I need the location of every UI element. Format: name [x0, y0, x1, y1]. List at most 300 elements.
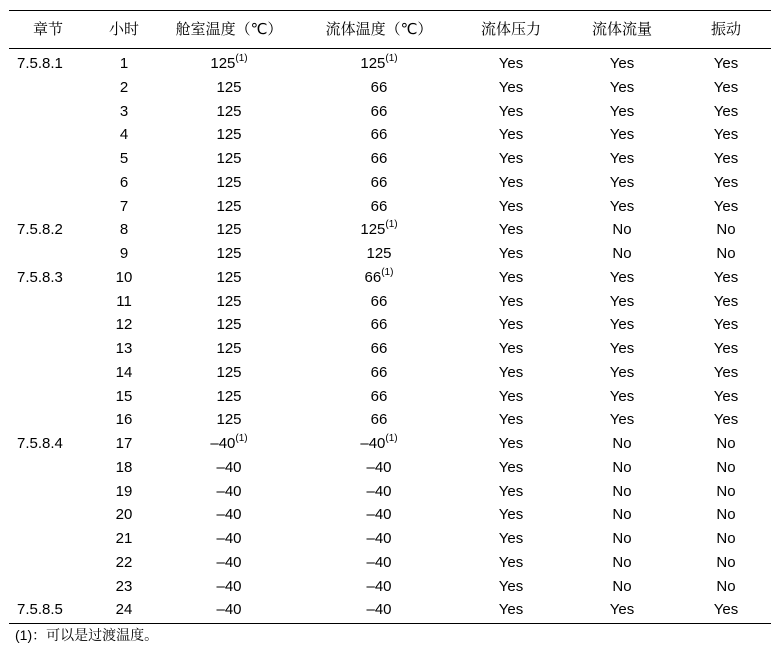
cell-fluid-flow-value: Yes: [609, 340, 635, 357]
cell-hour-value: 3: [119, 102, 129, 120]
cell-fluid-pressure: [499, 174, 523, 192]
cell-vibration-value: Yes: [713, 102, 739, 120]
cell-hour: [120, 221, 128, 239]
cell-vibration: [714, 126, 738, 144]
cell-vibration: [714, 340, 738, 358]
cell-cabin-temp: [216, 198, 241, 216]
cell-cabin-temp-value: 125: [216, 316, 242, 334]
cell-fluid-pressure-value: Yes: [498, 221, 524, 239]
cell-vibration-value: Yes: [713, 292, 739, 310]
cell-fluid-flow-value: No: [612, 435, 632, 452]
cell-hour: [120, 126, 128, 144]
cell-fluid-pressure: [499, 55, 523, 73]
cell-fluid-flow-value: No: [612, 221, 632, 239]
cell-fluid-temp-value: 66: [370, 411, 388, 429]
cell-vibration: [714, 316, 738, 334]
cell-fluid-flow-value: No: [612, 553, 632, 571]
cell-vibration-value: No: [716, 482, 736, 500]
cell-fluid-flow: [610, 601, 634, 619]
cell-cabin-temp: [216, 150, 241, 168]
cell-hour-value: 12: [115, 316, 133, 334]
cell-fluid-flow-value: No: [612, 577, 632, 595]
cell-section-value: 7.5.8.3: [17, 268, 63, 286]
cell-cabin-temp-value: 125: [216, 411, 242, 429]
cell-hour: [120, 245, 128, 263]
cell-fluid-temp: [366, 554, 391, 572]
cell-fluid-flow-value: No: [612, 506, 632, 524]
cell-fluid-flow-value: Yes: [609, 292, 635, 310]
cell-cabin-temp-value: –40: [216, 577, 242, 595]
cell-hour: [116, 316, 133, 334]
cell-fluid-flow: [610, 364, 634, 382]
cell-hour-value: 4: [119, 126, 129, 144]
header-fluid-temp: 流体温度（℃）: [325, 21, 433, 38]
cell-cabin-temp-value: 125: [210, 55, 236, 72]
cell-vibration-value: Yes: [713, 316, 739, 334]
cell-fluid-flow-value: No: [612, 245, 632, 262]
cell-hour: [116, 293, 132, 311]
cell-cabin-temp-value: –40: [216, 601, 242, 619]
header-fluid-pressure: 流体压力: [480, 21, 542, 38]
cell-hour: [116, 364, 133, 382]
cell-fluid-pressure: [499, 103, 523, 121]
cell-fluid-temp-value: –40: [366, 577, 392, 595]
cell-fluid-flow: [612, 459, 631, 477]
cell-fluid-temp-value: 125: [360, 55, 386, 72]
cell-hour-value: 5: [119, 150, 129, 167]
cell-fluid-temp-value: 125: [366, 245, 392, 262]
cell-fluid-temp: [366, 459, 391, 477]
cell-fluid-temp: [366, 483, 391, 501]
cell-fluid-pressure: [499, 340, 523, 358]
cell-fluid-pressure-value: Yes: [498, 387, 524, 405]
cell-hour-value: 9: [119, 245, 129, 262]
cell-cabin-temp: [216, 364, 241, 382]
cell-fluid-pressure: [499, 459, 523, 477]
cell-section: [17, 269, 63, 287]
cell-fluid-temp-value: 66: [370, 292, 388, 310]
cell-vibration: [714, 411, 738, 429]
cell-cabin-temp: [216, 316, 241, 334]
cell-fluid-pressure: [499, 601, 523, 619]
cell-vibration: [716, 435, 735, 453]
cell-fluid-flow: [610, 269, 634, 287]
cell-fluid-flow: [610, 411, 634, 429]
cell-vibration-value: Yes: [713, 150, 739, 167]
cell-cabin-temp: [216, 126, 241, 144]
cell-fluid-flow: [610, 126, 634, 144]
cell-fluid-pressure-value: Yes: [498, 482, 524, 500]
cell-vibration-value: Yes: [713, 601, 739, 619]
cell-hour: [116, 483, 133, 501]
cell-vibration-value: Yes: [713, 197, 739, 215]
cell-vibration: [716, 221, 735, 239]
cell-fluid-flow: [610, 55, 634, 73]
cell-fluid-pressure-value: Yes: [498, 458, 524, 476]
cell-cabin-temp: [216, 269, 241, 287]
cell-fluid-flow-value: Yes: [609, 601, 635, 619]
cell-section-value: 7.5.8.1: [17, 55, 63, 72]
cell-vibration: [714, 198, 738, 216]
cell-fluid-pressure: [499, 293, 523, 311]
cell-fluid-flow: [612, 530, 631, 548]
cell-cabin-temp-value: 125: [216, 245, 242, 262]
cell-fluid-temp-value: 66: [370, 102, 388, 120]
cell-vibration-value: Yes: [713, 411, 739, 429]
cell-cabin-temp: [216, 221, 241, 239]
cell-section-value: 7.5.8.5: [17, 601, 63, 619]
cell-hour: [120, 198, 128, 216]
cell-fluid-temp-value: 66: [370, 387, 388, 405]
cell-fluid-pressure: [499, 388, 523, 406]
cell-hour: [116, 459, 133, 477]
cell-fluid-flow: [610, 103, 634, 121]
cell-fluid-temp-value: –40: [366, 553, 392, 571]
footnote-marker: (1): [385, 53, 398, 64]
cell-hour: [116, 601, 133, 619]
cell-fluid-pressure-value: Yes: [498, 78, 524, 96]
cell-vibration-value: Yes: [713, 387, 739, 405]
cell-vibration: [714, 174, 738, 192]
cell-vibration-value: No: [716, 435, 736, 452]
cell-fluid-pressure: [499, 316, 523, 334]
cell-fluid-pressure-value: Yes: [498, 363, 524, 381]
cell-fluid-flow-value: Yes: [609, 363, 635, 381]
cell-hour-value: 18: [115, 458, 133, 476]
cell-cabin-temp: [216, 411, 241, 429]
cell-cabin-temp: [216, 530, 241, 548]
cell-vibration-value: No: [716, 577, 736, 595]
cell-fluid-temp: [371, 316, 388, 334]
cell-fluid-pressure-value: Yes: [498, 173, 524, 191]
footnote-marker: (1): [381, 266, 394, 278]
cell-vibration-value: Yes: [713, 173, 739, 191]
cell-fluid-flow-value: No: [612, 482, 632, 500]
cell-fluid-pressure: [499, 506, 523, 524]
cell-fluid-pressure: [499, 79, 523, 97]
cell-hour-value: 10: [115, 268, 133, 286]
footnote-marker: (1): [385, 219, 398, 231]
footnote: (1)：可以是过渡温度。: [15, 627, 159, 643]
cell-section: [17, 601, 63, 619]
cell-cabin-temp-value: 125: [216, 221, 242, 239]
cell-fluid-flow: [612, 578, 631, 596]
cell-fluid-temp-value: 66: [370, 126, 388, 144]
cell-hour-value: 23: [115, 577, 133, 595]
cell-section: [17, 221, 63, 239]
header-section: 章节: [32, 21, 64, 38]
cell-cabin-temp-value: –40: [216, 530, 242, 547]
cell-hour-value: 24: [115, 601, 133, 619]
cell-fluid-pressure: [499, 221, 523, 239]
cell-cabin-temp-value: 125: [216, 363, 242, 381]
cell-vibration: [714, 55, 738, 73]
cell-vibration-value: No: [716, 245, 736, 262]
cell-hour-value: 14: [115, 363, 133, 381]
cell-cabin-temp: [216, 388, 241, 406]
cell-fluid-flow-value: Yes: [609, 102, 635, 120]
cell-fluid-pressure: [499, 198, 523, 216]
cell-fluid-flow: [610, 293, 634, 311]
cell-fluid-pressure-value: Yes: [498, 577, 524, 595]
cell-cabin-temp-value: 125: [216, 126, 242, 144]
cell-vibration: [716, 245, 735, 263]
cell-fluid-temp-value: –40: [366, 458, 392, 476]
cell-hour-value: 2: [119, 78, 129, 96]
cell-hour-value: 1: [119, 55, 129, 72]
cell-fluid-temp-value: –40: [366, 530, 392, 547]
cell-hour: [120, 79, 128, 97]
cell-fluid-flow: [612, 245, 631, 263]
cell-fluid-flow: [612, 506, 631, 524]
cell-fluid-temp-value: 66: [364, 268, 382, 286]
cell-fluid-temp-value: 66: [370, 173, 388, 191]
cell-fluid-pressure-value: Yes: [498, 292, 524, 310]
cell-hour-value: 20: [115, 506, 133, 524]
cell-fluid-temp-value: 66: [370, 150, 388, 167]
cell-fluid-pressure-value: Yes: [498, 506, 524, 524]
cell-cabin-temp: [216, 103, 241, 121]
cell-hour: [116, 340, 133, 358]
cell-cabin-temp-value: 125: [216, 387, 242, 405]
cell-fluid-temp: [366, 578, 391, 596]
cell-fluid-temp: [371, 198, 388, 216]
cell-fluid-pressure-value: Yes: [498, 197, 524, 215]
cell-hour-value: 11: [116, 292, 132, 310]
cell-hour: [116, 530, 133, 548]
cell-fluid-temp: [364, 266, 394, 287]
cell-vibration: [714, 388, 738, 406]
cell-fluid-pressure-value: Yes: [498, 411, 524, 429]
cell-vibration-value: Yes: [713, 126, 739, 144]
cell-hour: [116, 506, 133, 524]
cell-fluid-pressure-value: Yes: [498, 245, 524, 262]
cell-vibration-value: No: [716, 553, 736, 571]
cell-cabin-temp-value: 125: [216, 173, 242, 191]
cell-fluid-pressure-value: Yes: [498, 601, 524, 619]
cell-vibration: [714, 103, 738, 121]
cell-fluid-flow-value: Yes: [609, 150, 635, 167]
cell-vibration: [714, 269, 738, 287]
cell-fluid-flow: [610, 150, 634, 168]
cell-vibration-value: No: [716, 530, 736, 547]
cell-cabin-temp: [216, 293, 241, 311]
cell-fluid-flow-value: Yes: [609, 55, 635, 72]
cell-fluid-flow: [610, 198, 634, 216]
cell-fluid-pressure-value: Yes: [498, 553, 524, 571]
cell-fluid-flow: [610, 340, 634, 358]
cell-hour-value: 13: [115, 340, 133, 357]
cell-fluid-pressure: [499, 578, 523, 596]
cell-section: [17, 435, 63, 453]
cell-fluid-temp: [371, 150, 388, 168]
cell-fluid-flow-value: No: [612, 530, 632, 547]
cell-hour-value: 22: [115, 553, 133, 571]
cell-hour: [116, 269, 133, 287]
cell-fluid-temp-value: –40: [366, 506, 392, 524]
cell-vibration-value: Yes: [713, 363, 739, 381]
cell-cabin-temp-value: –40: [216, 506, 242, 524]
cell-cabin-temp: [216, 578, 241, 596]
cell-hour: [116, 388, 133, 406]
cell-fluid-pressure-value: Yes: [498, 316, 524, 334]
cell-vibration: [716, 530, 735, 548]
footnote-marker: (1): [235, 433, 248, 444]
cell-fluid-temp: [366, 601, 391, 619]
cell-fluid-temp: [360, 435, 397, 453]
cell-cabin-temp: [216, 506, 241, 524]
cell-cabin-temp-value: –40: [216, 458, 242, 476]
cell-hour: [120, 103, 128, 121]
cell-fluid-pressure: [499, 126, 523, 144]
cell-fluid-flow-value: Yes: [609, 268, 635, 286]
cell-fluid-pressure-value: Yes: [498, 126, 524, 144]
cell-hour: [116, 435, 133, 453]
cell-vibration: [714, 601, 738, 619]
cell-fluid-flow-value: Yes: [609, 126, 635, 144]
cell-fluid-pressure-value: Yes: [498, 435, 524, 452]
cell-cabin-temp-value: –40: [210, 435, 236, 452]
cell-hour-value: 7: [119, 197, 129, 215]
cell-hour: [116, 554, 133, 572]
header-cabin-temp: 舱室温度（℃）: [175, 21, 283, 38]
cell-vibration: [714, 293, 738, 311]
cell-vibration-value: No: [716, 458, 736, 476]
cell-fluid-flow-value: Yes: [609, 197, 635, 215]
cell-fluid-pressure: [499, 483, 523, 501]
cell-fluid-temp-value: 66: [370, 78, 388, 96]
cell-fluid-temp: [360, 55, 397, 73]
cell-fluid-temp: [371, 340, 388, 358]
cell-fluid-flow: [610, 388, 634, 406]
cell-fluid-flow: [610, 174, 634, 192]
cell-cabin-temp: [216, 340, 241, 358]
cell-vibration-value: Yes: [713, 78, 739, 96]
cell-hour: [116, 411, 133, 429]
cell-fluid-temp-value: 66: [370, 363, 388, 381]
cell-hour-value: 19: [115, 482, 133, 500]
cell-fluid-flow: [610, 79, 634, 97]
cell-fluid-pressure: [499, 554, 523, 572]
cell-fluid-temp: [366, 530, 391, 548]
cell-hour-value: 16: [115, 411, 133, 429]
cell-fluid-temp-value: 66: [370, 316, 388, 334]
footnote-marker: (1): [235, 53, 248, 64]
cell-vibration-value: Yes: [713, 340, 739, 357]
cell-fluid-flow-value: Yes: [609, 316, 635, 334]
cell-hour: [120, 150, 128, 168]
cell-vibration: [714, 364, 738, 382]
cell-fluid-temp-value: –40: [366, 601, 392, 619]
cell-vibration-value: No: [716, 506, 736, 524]
cell-fluid-temp-value: –40: [366, 482, 392, 500]
cell-hour-value: 21: [115, 530, 133, 547]
cell-fluid-pressure: [499, 530, 523, 548]
cell-fluid-temp-value: –40: [360, 435, 386, 452]
cell-fluid-pressure: [499, 245, 523, 263]
cell-cabin-temp: [216, 601, 241, 619]
cell-fluid-flow: [610, 316, 634, 334]
cell-fluid-flow: [612, 483, 631, 501]
cell-fluid-flow: [612, 554, 631, 572]
cell-fluid-pressure-value: Yes: [498, 102, 524, 120]
cell-cabin-temp-value: 125: [216, 150, 242, 167]
cell-vibration: [716, 554, 735, 572]
cell-hour: [120, 55, 128, 73]
cell-vibration-value: Yes: [713, 55, 739, 72]
cell-cabin-temp: [216, 554, 241, 572]
cell-fluid-pressure: [499, 411, 523, 429]
cell-fluid-temp: [371, 103, 388, 121]
cell-fluid-flow-value: No: [612, 458, 632, 476]
cell-fluid-pressure: [499, 364, 523, 382]
cell-cabin-temp-value: 125: [216, 102, 242, 120]
cell-hour-value: 6: [119, 173, 129, 191]
cell-fluid-flow-value: Yes: [609, 387, 635, 405]
cell-fluid-temp-value: 66: [370, 197, 388, 215]
cell-cabin-temp: [216, 245, 241, 263]
cell-fluid-pressure: [499, 435, 523, 453]
cell-fluid-temp: [371, 293, 388, 311]
cell-hour-value: 15: [115, 387, 133, 405]
cell-vibration: [716, 459, 735, 477]
cell-fluid-temp: [371, 79, 388, 97]
cell-hour: [116, 578, 133, 596]
cell-fluid-flow: [612, 435, 631, 453]
cell-cabin-temp: [216, 459, 241, 477]
cell-fluid-temp: [366, 245, 391, 263]
cell-fluid-temp: [371, 411, 388, 429]
cell-fluid-flow-value: Yes: [609, 411, 635, 429]
cell-fluid-pressure-value: Yes: [498, 530, 524, 547]
cell-fluid-temp: [371, 174, 388, 192]
cell-cabin-temp: [216, 174, 241, 192]
cell-fluid-temp: [371, 388, 388, 406]
cell-hour-value: 8: [119, 221, 129, 239]
header-vibration: 振动: [710, 21, 742, 38]
cell-fluid-pressure-value: Yes: [498, 150, 524, 167]
cell-vibration: [714, 79, 738, 97]
cell-vibration: [714, 150, 738, 168]
cell-fluid-pressure-value: Yes: [498, 268, 524, 286]
cell-fluid-temp: [366, 506, 391, 524]
header-hour: 小时: [108, 21, 140, 38]
cell-cabin-temp-value: 125: [216, 340, 242, 357]
header-fluid-flow: 流体流量: [591, 21, 653, 38]
cell-vibration: [716, 578, 735, 596]
cell-section-value: 7.5.8.4: [17, 435, 63, 452]
cell-section: [17, 55, 63, 73]
cell-fluid-pressure-value: Yes: [498, 340, 524, 357]
cell-hour: [120, 174, 128, 192]
cell-vibration-value: Yes: [713, 268, 739, 286]
cell-fluid-pressure: [499, 269, 523, 287]
cell-cabin-temp-value: –40: [216, 553, 242, 571]
cell-cabin-temp: [216, 79, 241, 97]
cell-section-value: 7.5.8.2: [17, 221, 63, 239]
cell-fluid-pressure-value: Yes: [498, 55, 524, 72]
cell-fluid-pressure: [499, 150, 523, 168]
cell-cabin-temp: [210, 435, 247, 453]
cell-fluid-temp: [360, 221, 397, 239]
cell-fluid-temp-value: 125: [360, 221, 386, 239]
cell-vibration-value: No: [716, 221, 736, 239]
cell-fluid-flow-value: Yes: [609, 78, 635, 96]
cell-vibration: [716, 506, 735, 524]
cell-fluid-temp: [371, 126, 388, 144]
cell-cabin-temp-value: 125: [216, 78, 242, 96]
cell-fluid-temp-value: 66: [370, 340, 388, 357]
